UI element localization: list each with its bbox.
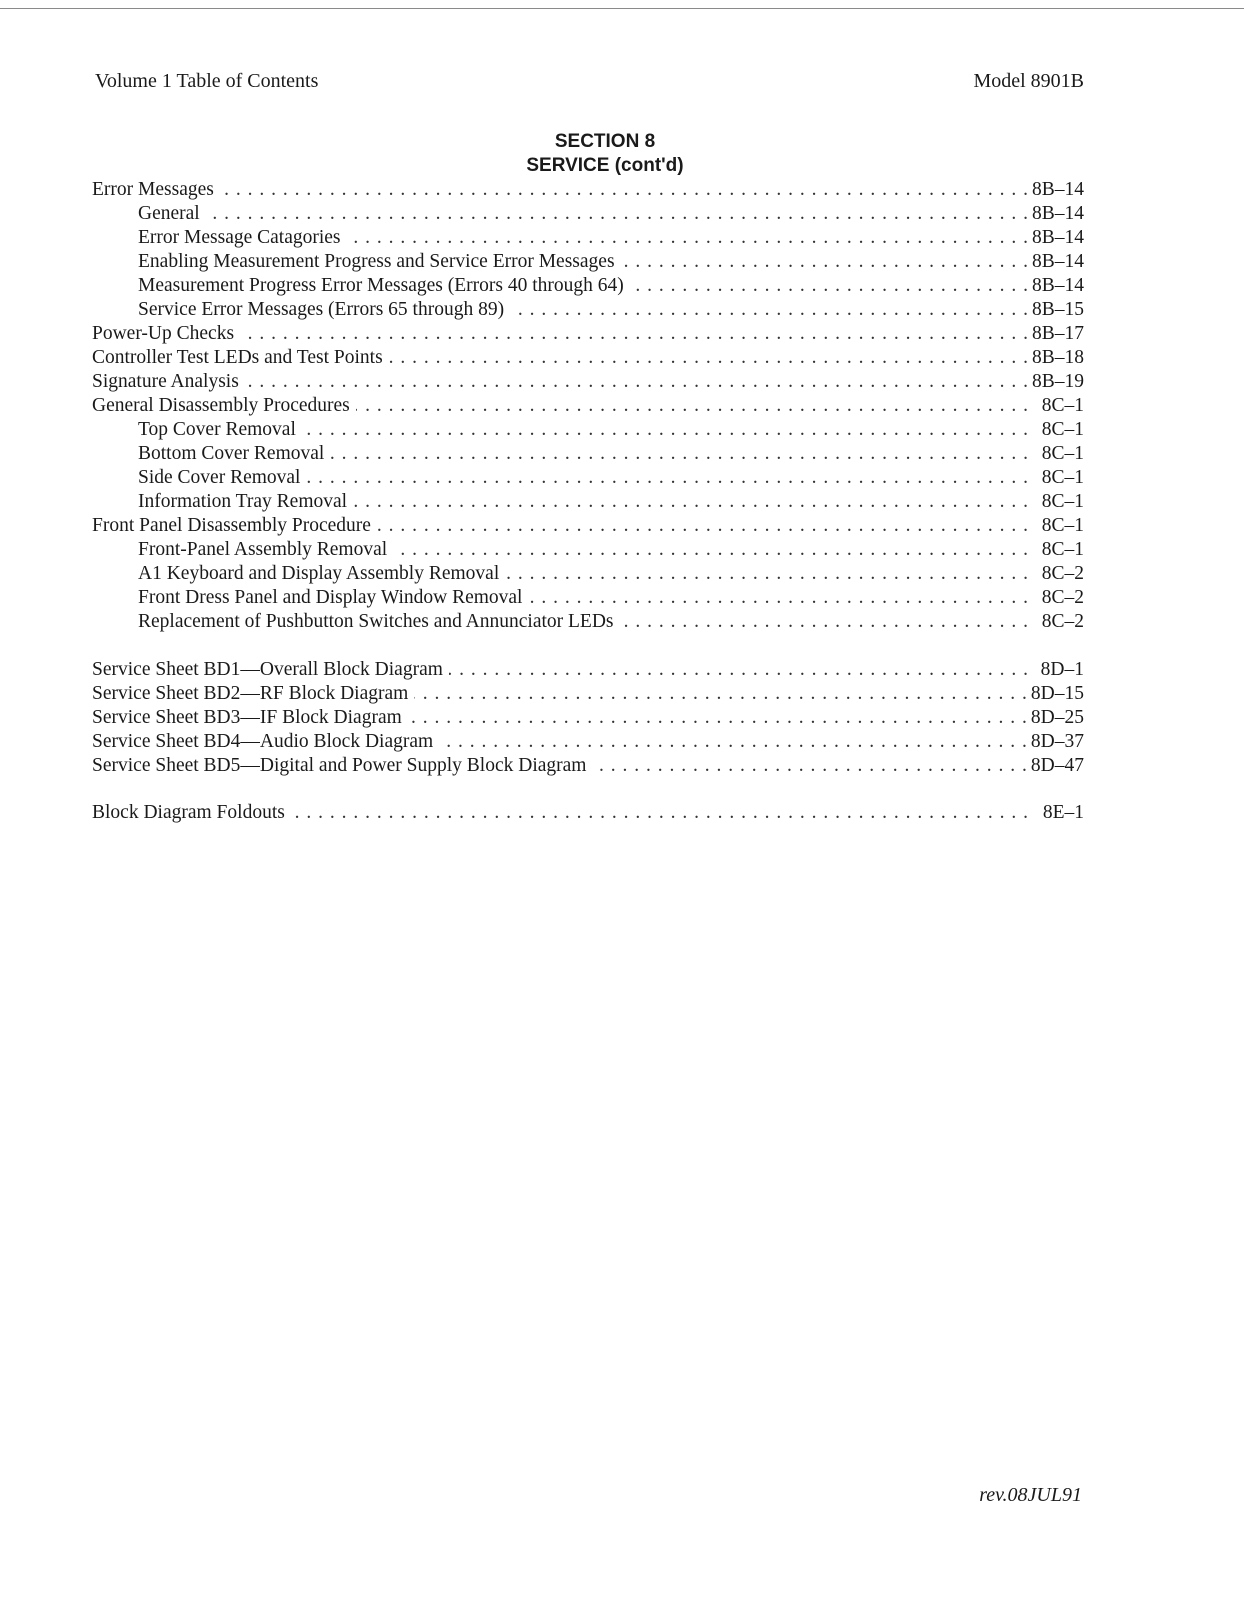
toc-entry-title: Controller Test LEDs and Test Points bbox=[92, 347, 383, 368]
dot-leader bbox=[630, 274, 1028, 298]
section-title: SERVICE (cont'd) bbox=[526, 155, 684, 176]
dot-leader bbox=[245, 370, 1028, 394]
toc-entry-page: 8C–1 bbox=[1041, 443, 1084, 464]
toc-entry[interactable] bbox=[92, 394, 1084, 418]
toc-entry-title: Information Tray Removal bbox=[138, 491, 348, 512]
dot-leader bbox=[302, 418, 1028, 442]
toc-entry-page: 8D–1 bbox=[1040, 658, 1084, 680]
toc-entry[interactable] bbox=[92, 250, 1084, 274]
dot-leader bbox=[389, 346, 1028, 370]
toc-entry[interactable] bbox=[92, 466, 1084, 490]
dot-leader bbox=[620, 610, 1028, 634]
toc-entry-page: 8C–1 bbox=[1041, 395, 1084, 416]
toc-entry-page: 8D–15 bbox=[1030, 682, 1084, 704]
toc-entry-title: Block Diagram Foldouts bbox=[92, 802, 285, 823]
toc-entry[interactable] bbox=[92, 202, 1084, 226]
dot-leader bbox=[220, 178, 1028, 202]
toc-entry[interactable] bbox=[92, 322, 1084, 346]
dot-leader bbox=[408, 706, 1027, 730]
toc-entry-title: Bottom Cover Removal bbox=[138, 443, 325, 464]
toc-entry[interactable] bbox=[92, 298, 1084, 322]
toc-entry-page: 8B–14 bbox=[1031, 179, 1084, 200]
toc-entry-page: 8B–14 bbox=[1031, 275, 1084, 296]
toc-entry[interactable] bbox=[92, 178, 1084, 202]
toc-entry-title: Enabling Measurement Progress and Service Error Messages bbox=[138, 251, 615, 272]
toc-entry[interactable] bbox=[92, 346, 1084, 370]
toc-entry-page: 8B–17 bbox=[1031, 323, 1084, 344]
toc-entry-title: Service Error Messages (Errors 65 through 89) bbox=[138, 299, 505, 320]
toc-entry-title: Top Cover Removal bbox=[138, 419, 296, 440]
dot-leader bbox=[330, 442, 1028, 466]
toc-entry-page: 8C–2 bbox=[1041, 587, 1084, 608]
dot-leader bbox=[505, 562, 1028, 586]
toc-entry-title: Service Sheet BD1—Overall Block Diagram bbox=[92, 658, 443, 680]
toc-entry-page: 8E–1 bbox=[1042, 802, 1084, 823]
toc-entry-page: 8C–1 bbox=[1041, 419, 1084, 440]
toc-entry-page: 8C–1 bbox=[1041, 467, 1084, 488]
toc-entry-title: Front-Panel Assembly Removal bbox=[138, 539, 388, 560]
toc-entry-title: Power-Up Checks bbox=[92, 323, 235, 344]
toc-entry-page: 8C–1 bbox=[1041, 491, 1084, 512]
toc-entry[interactable] bbox=[92, 610, 1084, 634]
toc-entry-page: 8C–2 bbox=[1041, 563, 1084, 584]
toc-entry-page: 8B–14 bbox=[1031, 203, 1084, 224]
toc-entry[interactable] bbox=[92, 490, 1084, 514]
toc-entry-page: 8C–1 bbox=[1041, 539, 1084, 560]
toc-entry-title: Side Cover Removal bbox=[138, 467, 301, 488]
toc-entry[interactable] bbox=[92, 562, 1084, 586]
toc-entry-title: General bbox=[138, 203, 200, 224]
dot-leader bbox=[356, 394, 1028, 418]
dot-leader bbox=[528, 586, 1028, 610]
dot-leader bbox=[206, 202, 1028, 226]
revision-note: rev.08JUL91 bbox=[979, 1484, 1082, 1506]
toc-entry-title: Service Sheet BD2—RF Block Diagram bbox=[92, 682, 409, 704]
toc-entry[interactable] bbox=[92, 418, 1084, 442]
toc-entry[interactable] bbox=[92, 706, 1084, 730]
toc-entry-page: 8C–2 bbox=[1041, 611, 1084, 632]
dot-leader bbox=[393, 538, 1028, 562]
dot-leader bbox=[377, 514, 1028, 538]
toc-entry[interactable] bbox=[92, 754, 1084, 778]
toc-entry[interactable] bbox=[92, 730, 1084, 754]
toc-entry-title: Service Sheet BD5—Digital and Power Supply Block Diagram bbox=[92, 754, 587, 776]
toc-entry[interactable] bbox=[92, 226, 1084, 250]
toc-entry[interactable] bbox=[92, 682, 1084, 706]
dot-leader bbox=[353, 490, 1028, 514]
dot-leader bbox=[414, 682, 1027, 706]
toc-entry-title: Front Panel Disassembly Procedure bbox=[92, 515, 371, 536]
dot-leader bbox=[240, 322, 1028, 346]
table-of-contents bbox=[92, 178, 1084, 825]
dot-leader bbox=[449, 658, 1028, 682]
dot-leader bbox=[291, 801, 1028, 825]
toc-entry-title: Service Sheet BD3—IF Block Diagram bbox=[92, 706, 402, 728]
toc-entry-page: 8B–19 bbox=[1031, 371, 1084, 392]
toc-entry-title: Signature Analysis bbox=[92, 371, 239, 392]
toc-entry-page: 8C–1 bbox=[1041, 515, 1084, 536]
toc-entry-title: General Disassembly Procedures bbox=[92, 395, 350, 416]
dot-leader bbox=[592, 754, 1026, 778]
toc-entry-title: Front Dress Panel and Display Window Removal bbox=[138, 587, 523, 608]
dot-leader bbox=[347, 226, 1028, 250]
toc-entry-title: Error Message Catagories bbox=[138, 227, 341, 248]
running-header-right: Model 8901B bbox=[973, 70, 1084, 92]
toc-entry-page: 8B–15 bbox=[1031, 299, 1084, 320]
dot-leader bbox=[306, 466, 1028, 490]
toc-entry-page: 8D–25 bbox=[1030, 706, 1084, 728]
dot-leader bbox=[439, 730, 1027, 754]
toc-entry[interactable] bbox=[92, 658, 1084, 682]
section-number: SECTION 8 bbox=[554, 131, 656, 152]
toc-entry-page: 8B–14 bbox=[1031, 251, 1084, 272]
toc-entry-title: Service Sheet BD4—Audio Block Diagram bbox=[92, 730, 434, 752]
toc-entry-title: Error Messages bbox=[92, 179, 214, 200]
page-top-edge-line bbox=[0, 8, 1244, 9]
toc-entry-page: 8B–14 bbox=[1031, 227, 1084, 248]
section-heading bbox=[0, 130, 1210, 178]
toc-entry-title: A1 Keyboard and Display Assembly Removal bbox=[138, 563, 500, 584]
dot-leader bbox=[621, 250, 1028, 274]
toc-entry[interactable] bbox=[92, 370, 1084, 394]
toc-entry[interactable] bbox=[92, 274, 1084, 298]
toc-entry[interactable] bbox=[92, 801, 1084, 825]
toc-entry[interactable] bbox=[92, 514, 1084, 538]
running-header-left: Volume 1 Table of Contents bbox=[95, 70, 319, 92]
toc-entry[interactable] bbox=[92, 586, 1084, 610]
toc-entry[interactable] bbox=[92, 538, 1084, 562]
toc-entry-page: 8B–18 bbox=[1031, 347, 1084, 368]
toc-entry-title: Replacement of Pushbutton Switches and Annunciator LEDs bbox=[138, 611, 614, 632]
toc-entry-title: Measurement Progress Error Messages (Errors 40 through 64) bbox=[138, 275, 624, 296]
toc-entry-page: 8D–37 bbox=[1030, 730, 1084, 752]
toc-entry-page: 8D–47 bbox=[1030, 754, 1084, 776]
dot-leader bbox=[510, 298, 1028, 322]
toc-entry[interactable] bbox=[92, 442, 1084, 466]
